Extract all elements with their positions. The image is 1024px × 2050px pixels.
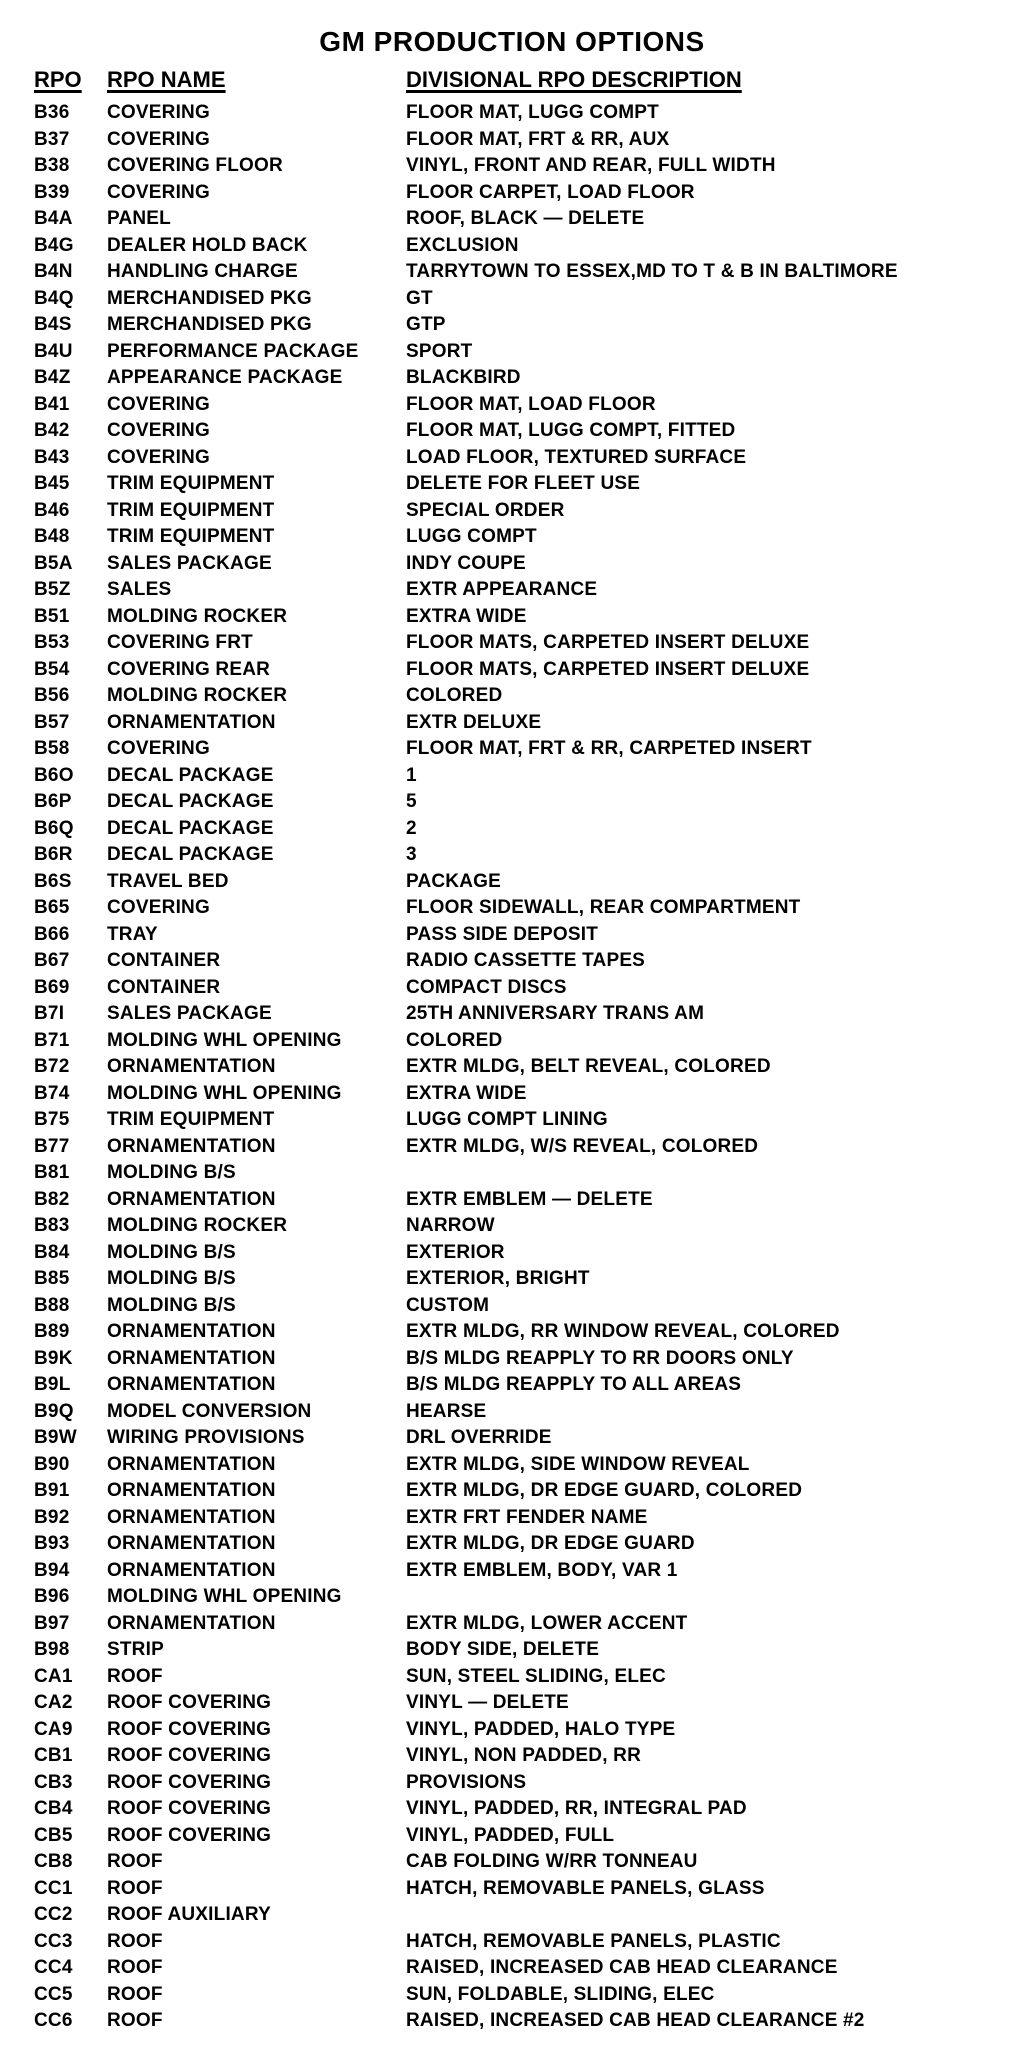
rpo-name: TRIM EQUIPMENT (107, 526, 275, 547)
rpo-name: ROOF COVERING (107, 1824, 272, 1846)
table-row (34, 1743, 1004, 1770)
rpo-code: CA1 (34, 1665, 73, 1687)
rpo-name: WIRING PROVISIONS (107, 1427, 305, 1448)
rpo-name: ROOF (107, 1877, 163, 1899)
rpo-description: FLOOR MATS, CARPETED INSERT DELUXE (406, 632, 810, 653)
rpo-description: LUGG COMPT (406, 526, 537, 547)
table-row (34, 630, 1004, 657)
rpo-name: COVERING (107, 102, 210, 123)
rpo-description: B/S MLDG REAPPLY TO ALL AREAS (406, 1374, 742, 1395)
rpo-code: CB3 (34, 1771, 73, 1793)
rpo-description: LUGG COMPT LINING (406, 1109, 608, 1130)
table-row (34, 1717, 1004, 1744)
table-row (34, 1876, 1004, 1903)
table-row (34, 577, 1004, 604)
rpo-code: B4Z (34, 367, 71, 388)
rpo-code: B53 (34, 632, 70, 653)
table-row (34, 1399, 1004, 1426)
rpo-code: B92 (34, 1506, 70, 1528)
rpo-name: MOLDING WHL OPENING (107, 1029, 342, 1051)
rpo-name: COVERING (107, 181, 210, 203)
rpo-code: B58 (34, 738, 70, 759)
rpo-description: EXTR DELUXE (406, 711, 542, 733)
table-row (34, 524, 1004, 551)
rpo-code: B45 (34, 473, 70, 494)
rpo-name: MERCHANDISED PKG (107, 314, 312, 335)
table-row (34, 1823, 1004, 1850)
rpo-description: EXTR MLDG, BELT REVEAL, COLORED (406, 1056, 771, 1077)
header-rpo: RPO (34, 67, 82, 92)
rpo-description: EXTR MLDG, DR EDGE GUARD (406, 1533, 695, 1554)
rpo-name: MOLDING B/S (107, 1162, 236, 1183)
table-row (34, 604, 1004, 631)
table-row (34, 1531, 1004, 1558)
rpo-description: GTP (406, 314, 446, 335)
table-row (34, 842, 1004, 869)
table-row (34, 180, 1004, 207)
rpo-name: SALES PACKAGE (107, 1003, 272, 1024)
rpo-description: FLOOR SIDEWALL, REAR COMPARTMENT (406, 897, 801, 918)
rpo-name: ORNAMENTATION (107, 1559, 276, 1581)
rpo-name: TRIM EQUIPMENT (107, 499, 275, 521)
rpo-description: EXCLUSION (406, 234, 519, 256)
rpo-description: SPORT (406, 340, 473, 362)
rpo-code: B43 (34, 446, 70, 468)
table-row (34, 1664, 1004, 1691)
rpo-description: EXTRA WIDE (406, 1082, 527, 1104)
rpo-code: B83 (34, 1215, 70, 1236)
rpo-name: DECAL PACKAGE (107, 844, 274, 865)
rpo-description: EXTR EMBLEM, BODY, VAR 1 (406, 1559, 678, 1581)
rpo-description: CAB FOLDING W/RR TONNEAU (406, 1851, 698, 1872)
rpo-name: MOLDING WHL OPENING (107, 1586, 342, 1607)
rpo-name: COVERING REAR (107, 658, 271, 680)
rpo-code: B94 (34, 1559, 70, 1581)
rpo-description: DELETE FOR FLEET USE (406, 473, 641, 494)
rpo-description: FLOOR MAT, FRT & RR, CARPETED INSERT (406, 738, 812, 759)
rpo-code: B84 (34, 1241, 70, 1263)
rpo-code: B9K (34, 1347, 73, 1369)
table-row (34, 657, 1004, 684)
rpo-code: B9W (34, 1427, 77, 1448)
table-row (34, 259, 1004, 286)
table-row (34, 1081, 1004, 1108)
rpo-name: ORNAMENTATION (107, 1453, 276, 1475)
table-row (34, 206, 1004, 233)
rpo-description: EXTR MLDG, W/S REVEAL, COLORED (406, 1135, 759, 1157)
rpo-name: MOLDING ROCKER (107, 605, 288, 627)
rpo-code: B39 (34, 181, 70, 203)
rpo-name: ORNAMENTATION (107, 1347, 276, 1369)
rpo-code: B46 (34, 499, 70, 521)
rpo-code: CA2 (34, 1692, 73, 1713)
rpo-code: B72 (34, 1056, 70, 1077)
rpo-code: B9L (34, 1374, 71, 1395)
rpo-name: MOLDING B/S (107, 1294, 236, 1316)
rpo-description: 1 (406, 764, 417, 786)
rpo-name: COVERING (107, 446, 210, 468)
rpo-name: APPEARANCE PACKAGE (107, 367, 343, 388)
options-table-body (34, 100, 1004, 2035)
rpo-name: COVERING (107, 393, 210, 415)
rpo-name: MOLDING B/S (107, 1241, 236, 1263)
rpo-name: HANDLING CHARGE (107, 261, 298, 282)
rpo-description: FLOOR MAT, LUGG COMPT, FITTED (406, 420, 736, 441)
rpo-description: EXTERIOR, BRIGHT (406, 1268, 590, 1289)
rpo-name: COVERING (107, 897, 210, 918)
table-header (34, 67, 994, 95)
rpo-code: B6S (34, 870, 72, 892)
rpo-name: ROOF (107, 1930, 163, 1952)
rpo-name: TRIM EQUIPMENT (107, 1109, 275, 1130)
rpo-description: PROVISIONS (406, 1771, 527, 1793)
table-row (34, 312, 1004, 339)
rpo-name: COVERING (107, 128, 210, 150)
table-row (34, 2008, 1004, 2035)
rpo-description: 5 (406, 791, 417, 812)
rpo-description: RADIO CASSETTE TAPES (406, 950, 646, 971)
rpo-code: B69 (34, 976, 70, 998)
rpo-name: TRAVEL BED (107, 870, 229, 892)
table-row (34, 710, 1004, 737)
rpo-description: FLOOR MATS, CARPETED INSERT DELUXE (406, 658, 810, 680)
table-row (34, 1982, 1004, 2009)
rpo-code: B41 (34, 393, 70, 415)
rpo-description: HATCH, REMOVABLE PANELS, GLASS (406, 1877, 765, 1899)
rpo-name: ROOF (107, 1983, 163, 2005)
rpo-name: ORNAMENTATION (107, 1506, 276, 1528)
rpo-code: B90 (34, 1453, 70, 1475)
rpo-code: CB1 (34, 1745, 73, 1766)
rpo-description: SPECIAL ORDER (406, 499, 565, 521)
rpo-code: B97 (34, 1612, 70, 1634)
header-rpo-name: RPO NAME (107, 67, 226, 92)
rpo-code: B56 (34, 685, 70, 706)
rpo-name: ORNAMENTATION (107, 1374, 276, 1395)
rpo-code: B81 (34, 1162, 70, 1183)
rpo-name: ROOF AUXILIARY (107, 1904, 271, 1925)
rpo-name: MOLDING B/S (107, 1268, 236, 1289)
table-row (34, 1319, 1004, 1346)
table-row (34, 1293, 1004, 1320)
rpo-description: RAISED, INCREASED CAB HEAD CLEARANCE #2 (406, 2010, 865, 2031)
rpo-description: BODY SIDE, DELETE (406, 1639, 600, 1660)
rpo-description: FLOOR MAT, LUGG COMPT (406, 102, 659, 123)
rpo-code: B42 (34, 420, 70, 441)
rpo-description: FLOOR MAT, FRT & RR, AUX (406, 128, 670, 150)
rpo-description: COLORED (406, 685, 503, 706)
rpo-description: TARRYTOWN TO ESSEX,MD TO T & B IN BALTIMORE (406, 261, 898, 282)
rpo-code: B85 (34, 1268, 70, 1289)
rpo-code: CC1 (34, 1877, 73, 1899)
table-row (34, 1107, 1004, 1134)
rpo-description: DRL OVERRIDE (406, 1427, 552, 1448)
rpo-name: DECAL PACKAGE (107, 791, 274, 812)
rpo-code: B67 (34, 950, 70, 971)
rpo-code: B5A (34, 552, 73, 574)
rpo-description: NARROW (406, 1215, 495, 1236)
rpo-description: VINYL, FRONT AND REAR, FULL WIDTH (406, 155, 776, 176)
rpo-code: CB4 (34, 1798, 73, 1819)
table-row (34, 153, 1004, 180)
table-row (34, 1929, 1004, 1956)
rpo-name: TRAY (107, 923, 158, 945)
rpo-name: DECAL PACKAGE (107, 817, 274, 839)
table-row (34, 1240, 1004, 1267)
rpo-description: FLOOR CARPET, LOAD FLOOR (406, 181, 695, 203)
rpo-code: CC3 (34, 1930, 73, 1952)
rpo-code: B71 (34, 1029, 70, 1051)
table-row (34, 1187, 1004, 1214)
rpo-description: ROOF, BLACK — DELETE (406, 208, 645, 229)
rpo-name: COVERING (107, 420, 210, 441)
rpo-name: ROOF COVERING (107, 1771, 272, 1793)
rpo-code: B38 (34, 155, 70, 176)
rpo-code: B88 (34, 1294, 70, 1316)
rpo-name: MERCHANDISED PKG (107, 287, 312, 309)
table-row (34, 869, 1004, 896)
table-row (34, 948, 1004, 975)
rpo-code: B4Q (34, 287, 74, 309)
table-row (34, 1054, 1004, 1081)
table-row (34, 683, 1004, 710)
rpo-code: CC6 (34, 2010, 73, 2031)
rpo-code: B4G (34, 234, 74, 256)
rpo-name: ROOF COVERING (107, 1692, 272, 1713)
rpo-code: B36 (34, 102, 70, 123)
rpo-description: EXTERIOR (406, 1241, 505, 1263)
table-row (34, 1028, 1004, 1055)
table-row (34, 100, 1004, 127)
table-row (34, 1849, 1004, 1876)
rpo-code: CC2 (34, 1904, 73, 1925)
rpo-name: ROOF (107, 1665, 163, 1687)
table-row (34, 392, 1004, 419)
rpo-description: PASS SIDE DEPOSIT (406, 923, 599, 945)
table-row (34, 1584, 1004, 1611)
rpo-code: B91 (34, 1480, 70, 1501)
rpo-name: MOLDING ROCKER (107, 1215, 288, 1236)
table-row (34, 895, 1004, 922)
table-row (34, 975, 1004, 1002)
rpo-description: B/S MLDG REAPPLY TO RR DOORS ONLY (406, 1347, 794, 1369)
rpo-code: B6P (34, 791, 72, 812)
table-row (34, 471, 1004, 498)
rpo-description: VINYL, PADDED, RR, INTEGRAL PAD (406, 1798, 747, 1819)
table-row (34, 1266, 1004, 1293)
rpo-name: ORNAMENTATION (107, 1188, 276, 1210)
rpo-name: ORNAMENTATION (107, 711, 276, 733)
rpo-description: EXTR EMBLEM — DELETE (406, 1188, 653, 1210)
rpo-description: CUSTOM (406, 1294, 490, 1316)
rpo-code: B75 (34, 1109, 70, 1130)
table-row (34, 1001, 1004, 1028)
rpo-code: B6Q (34, 817, 74, 839)
rpo-description: EXTR MLDG, RR WINDOW REVEAL, COLORED (406, 1321, 840, 1342)
rpo-code: CB8 (34, 1851, 73, 1872)
document-title: GM PRODUCTION OPTIONS (319, 26, 705, 57)
rpo-description: EXTRA WIDE (406, 605, 527, 627)
rpo-name: ORNAMENTATION (107, 1135, 276, 1157)
rpo-code: B6O (34, 764, 74, 786)
table-row (34, 1637, 1004, 1664)
rpo-code: B66 (34, 923, 70, 945)
rpo-name: COVERING FRT (107, 632, 253, 653)
rpo-name: SALES PACKAGE (107, 552, 272, 574)
rpo-name: ORNAMENTATION (107, 1056, 276, 1077)
rpo-description: INDY COUPE (406, 552, 526, 574)
rpo-code: CB5 (34, 1824, 73, 1846)
rpo-description: EXTR FRT FENDER NAME (406, 1506, 648, 1528)
rpo-name: ORNAMENTATION (107, 1612, 276, 1634)
rpo-code: B65 (34, 897, 70, 918)
table-row (34, 339, 1004, 366)
table-row (34, 1213, 1004, 1240)
table-row (34, 1690, 1004, 1717)
table-row (34, 1505, 1004, 1532)
rpo-name: PERFORMANCE PACKAGE (107, 340, 359, 362)
rpo-description: GT (406, 287, 433, 309)
rpo-code: CC4 (34, 1957, 73, 1978)
table-row (34, 127, 1004, 154)
rpo-name: PANEL (107, 208, 171, 229)
table-row (34, 498, 1004, 525)
table-row (34, 233, 1004, 260)
table-row (34, 1955, 1004, 1982)
rpo-description: COMPACT DISCS (406, 976, 567, 998)
rpo-description: SUN, FOLDABLE, SLIDING, ELEC (406, 1983, 715, 2005)
rpo-description: SUN, STEEL SLIDING, ELEC (406, 1665, 666, 1687)
rpo-name: COVERING FLOOR (107, 155, 283, 176)
rpo-code: CC5 (34, 1983, 73, 2005)
rpo-description: 3 (406, 844, 417, 865)
rpo-description: BLACKBIRD (406, 367, 521, 388)
rpo-code: B48 (34, 526, 70, 547)
table-row (34, 1372, 1004, 1399)
rpo-name: COVERING (107, 738, 210, 759)
rpo-name: TRIM EQUIPMENT (107, 473, 275, 494)
rpo-code: B4S (34, 314, 72, 335)
rpo-description: VINYL, NON PADDED, RR (406, 1745, 642, 1766)
rpo-name: MOLDING WHL OPENING (107, 1082, 342, 1104)
table-row (34, 418, 1004, 445)
rpo-name: DEALER HOLD BACK (107, 234, 308, 256)
rpo-name: SALES (107, 579, 172, 600)
rpo-name: DECAL PACKAGE (107, 764, 274, 786)
rpo-code: B4U (34, 340, 73, 362)
rpo-code: B93 (34, 1533, 70, 1554)
table-row (34, 1770, 1004, 1797)
rpo-code: B74 (34, 1082, 70, 1104)
rpo-description: 2 (406, 817, 417, 839)
rpo-code: B77 (34, 1135, 70, 1157)
table-row (34, 1134, 1004, 1161)
rpo-name: MODEL CONVERSION (107, 1400, 312, 1422)
table-row (34, 1346, 1004, 1373)
rpo-code: B82 (34, 1188, 70, 1210)
rpo-code: B96 (34, 1586, 70, 1607)
rpo-code: B6R (34, 844, 73, 865)
rpo-code: B51 (34, 605, 70, 627)
rpo-name: MOLDING ROCKER (107, 685, 288, 706)
table-row (34, 445, 1004, 472)
rpo-description: EXTR APPEARANCE (406, 579, 598, 600)
rpo-name: STRIP (107, 1639, 164, 1660)
rpo-description: VINYL, PADDED, HALO TYPE (406, 1718, 676, 1740)
table-row (34, 286, 1004, 313)
rpo-code: B89 (34, 1321, 70, 1342)
table-row (34, 736, 1004, 763)
rpo-code: B54 (34, 658, 70, 680)
rpo-name: ROOF COVERING (107, 1718, 272, 1740)
table-row (34, 1611, 1004, 1638)
table-row (34, 1796, 1004, 1823)
rpo-code: CA9 (34, 1718, 73, 1740)
table-row (34, 922, 1004, 949)
rpo-name: CONTAINER (107, 976, 221, 998)
rpo-name: ORNAMENTATION (107, 1321, 276, 1342)
rpo-description: VINYL — DELETE (406, 1692, 569, 1713)
rpo-name: ORNAMENTATION (107, 1480, 276, 1501)
table-row (34, 763, 1004, 790)
table-row (34, 551, 1004, 578)
rpo-description: HEARSE (406, 1400, 487, 1422)
rpo-name: CONTAINER (107, 950, 221, 971)
table-row (34, 1160, 1004, 1187)
rpo-name: ROOF (107, 1957, 163, 1978)
rpo-description: COLORED (406, 1029, 503, 1051)
rpo-description: EXTR MLDG, LOWER ACCENT (406, 1612, 688, 1634)
rpo-code: B7I (34, 1003, 65, 1024)
rpo-code: B5Z (34, 579, 71, 600)
rpo-name: ROOF COVERING (107, 1745, 272, 1766)
table-row (34, 1425, 1004, 1452)
rpo-code: B98 (34, 1639, 70, 1660)
table-row (34, 1902, 1004, 1929)
rpo-code: B4N (34, 261, 73, 282)
table-row (34, 365, 1004, 392)
rpo-description: EXTR MLDG, DR EDGE GUARD, COLORED (406, 1480, 803, 1501)
rpo-code: B37 (34, 128, 70, 150)
table-row (34, 816, 1004, 843)
rpo-code: B57 (34, 711, 70, 733)
rpo-description: VINYL, PADDED, FULL (406, 1824, 615, 1846)
rpo-description: 25TH ANNIVERSARY TRANS AM (406, 1003, 705, 1024)
rpo-description: EXTR MLDG, SIDE WINDOW REVEAL (406, 1453, 750, 1475)
rpo-description: FLOOR MAT, LOAD FLOOR (406, 393, 656, 415)
rpo-description: HATCH, REMOVABLE PANELS, PLASTIC (406, 1930, 781, 1952)
rpo-description: LOAD FLOOR, TEXTURED SURFACE (406, 446, 747, 468)
rpo-name: ROOF (107, 2010, 163, 2031)
header-description: DIVISIONAL RPO DESCRIPTION (406, 67, 742, 92)
rpo-description: RAISED, INCREASED CAB HEAD CLEARANCE (406, 1957, 838, 1978)
rpo-code: B4A (34, 208, 73, 229)
table-row (34, 1452, 1004, 1479)
rpo-name: ROOF (107, 1851, 163, 1872)
rpo-name: ORNAMENTATION (107, 1533, 276, 1554)
table-row (34, 1558, 1004, 1585)
table-row (34, 789, 1004, 816)
rpo-description: PACKAGE (406, 870, 501, 892)
rpo-name: ROOF COVERING (107, 1798, 272, 1819)
table-row (34, 1478, 1004, 1505)
rpo-code: B9Q (34, 1400, 74, 1422)
